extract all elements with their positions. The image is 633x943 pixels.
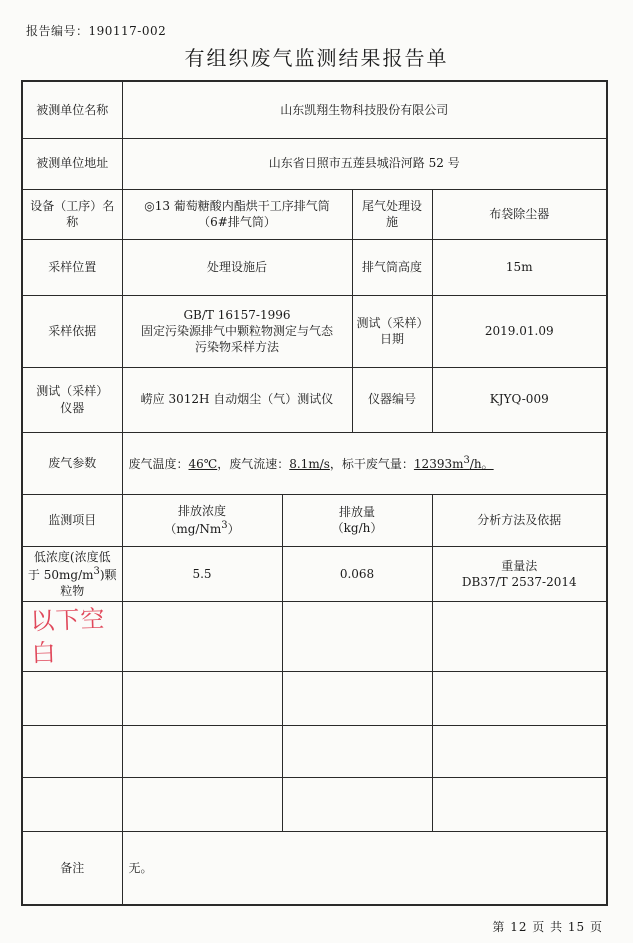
gas-volume-tail: /h。	[469, 456, 494, 471]
unit-address-label: 被测单位地址	[22, 138, 122, 189]
header-method: 分析方法及依据	[432, 494, 607, 546]
basis-value	[122, 295, 352, 367]
empty-cell	[122, 602, 282, 672]
test-date-label-line2: 日期	[379, 332, 404, 346]
blank-stamp: 以下空白	[29, 604, 106, 668]
header-concentration-unit: （mg/Nm	[164, 522, 222, 536]
item-name-sup: 3	[93, 565, 100, 577]
test-date-label-line1: 测试（采样）	[356, 315, 429, 330]
table-row	[22, 602, 607, 672]
remarks-label: 备注	[22, 831, 122, 905]
header-rate-line2: （kg/h）	[331, 521, 383, 535]
gas-params-label: 废气参数	[22, 432, 122, 494]
instrument-label-line2: 仪器	[60, 400, 85, 415]
page-title: 有组织废气监测结果报告单	[184, 46, 449, 70]
item-name-line2	[27, 565, 118, 583]
empty-cell	[122, 777, 282, 831]
empty-cell	[432, 671, 607, 725]
equipment-value-line2: （6#排气筒）	[198, 215, 276, 229]
row-instrument	[22, 367, 607, 432]
sampling-location-value: 处理设施后	[122, 239, 352, 295]
empty-cell	[282, 777, 432, 831]
item-name	[22, 546, 122, 602]
gas-volume-prefix: ，标干废气量：	[329, 456, 414, 471]
unit-name-label: 被测单位名称	[22, 81, 122, 138]
instrument-label	[22, 367, 122, 432]
gas-volume-number: 12393m	[413, 456, 464, 471]
instrument-no-label: 仪器编号	[352, 367, 432, 432]
results-header-row	[22, 494, 607, 546]
gas-flow-value: 8.1m/s	[289, 456, 330, 471]
empty-cell	[432, 777, 607, 831]
sampling-location-label: 采样位置	[22, 239, 122, 295]
empty-cell	[22, 725, 122, 777]
test-date-value: 2019.01.09	[432, 295, 607, 367]
gas-volume-value	[413, 454, 494, 471]
basis-value-line3: 污染物采样方法	[194, 340, 279, 355]
stack-height-value: 15m	[432, 239, 607, 295]
treatment-label: 尾气处理设施	[352, 189, 432, 239]
empty-cell	[22, 777, 122, 831]
item-name-line1: 低浓度(浓度低	[33, 549, 111, 564]
empty-cell	[122, 725, 282, 777]
table-row	[22, 671, 607, 725]
gas-params-value	[122, 432, 607, 494]
treatment-value: 布袋除尘器	[432, 189, 607, 239]
equipment-value	[122, 189, 352, 239]
row-basis	[22, 295, 607, 367]
row-unit-name	[22, 81, 607, 138]
empty-cell	[432, 725, 607, 777]
method-line2: DB37/T 2537-2014	[461, 574, 577, 589]
row-equipment	[22, 189, 607, 239]
empty-cell	[282, 725, 432, 777]
header-concentration-line1: 排放浓度	[177, 503, 226, 518]
equipment-label: 设备（工序）名称	[22, 189, 122, 239]
gas-flow-prefix: ，废气流速：	[217, 456, 290, 471]
gas-temp-value: 46℃	[188, 456, 218, 471]
header-rate-line1: 排放量	[338, 504, 375, 519]
instrument-value: 崂应 3012H 自动烟尘（气）测试仪	[122, 367, 352, 432]
report-number: 报告编号：190117-002	[26, 24, 167, 38]
equipment-value-line1: ◎13 葡萄糖酸内酯烘干工序排气筒	[144, 198, 330, 213]
instrument-label-line1: 测试（采样）	[36, 384, 109, 399]
table-row	[22, 546, 607, 602]
header-concentration-line2	[127, 519, 278, 537]
concentration-value: 5.5	[122, 546, 282, 602]
unit-name-value: 山东凯翔生物科技股份有限公司	[122, 81, 607, 138]
table-row	[22, 725, 607, 777]
remarks-value: 无。	[122, 831, 607, 905]
basis-label: 采样依据	[22, 295, 122, 367]
row-remarks	[22, 831, 607, 905]
header-rate	[282, 494, 432, 546]
empty-cell	[122, 671, 282, 725]
gas-temp-prefix: 废气温度：	[128, 456, 189, 471]
unit-address-value: 山东省日照市五莲县城沿河路 52 号	[122, 138, 607, 189]
item-name-line2-tail: )颗	[99, 567, 117, 582]
rate-value: 0.068	[282, 546, 432, 602]
header-concentration-sup: 3	[221, 520, 228, 531]
gas-volume-sup: 3	[463, 454, 470, 466]
test-date-label	[352, 295, 432, 367]
item-name-line2-prefix: 于 50mg/m	[27, 567, 94, 582]
basis-value-line1: GB/T 16157-1996	[183, 307, 291, 322]
instrument-no-value: KJYQ-009	[432, 367, 607, 432]
blank-stamp-cell	[22, 602, 122, 672]
row-unit-address	[22, 138, 607, 189]
method-value	[432, 546, 607, 602]
header-concentration	[122, 494, 282, 546]
empty-cell	[282, 602, 432, 672]
page-number: 第 12 页 共 15 页	[492, 920, 603, 934]
empty-cell	[22, 671, 122, 725]
row-sampling-location	[22, 239, 607, 295]
item-name-line3: 粒物	[60, 583, 85, 598]
empty-cell	[432, 602, 607, 672]
stack-height-label: 排气筒高度	[352, 239, 432, 295]
empty-cell	[282, 671, 432, 725]
table-row	[22, 777, 607, 831]
basis-value-line2: 固定污染源排气中颗粒物测定与气态	[140, 323, 333, 338]
row-gas-params	[22, 432, 607, 494]
method-line1: 重量法	[501, 558, 538, 573]
report-table	[21, 80, 608, 906]
header-concentration-tail: ）	[227, 522, 240, 536]
header-item: 监测项目	[22, 494, 122, 546]
